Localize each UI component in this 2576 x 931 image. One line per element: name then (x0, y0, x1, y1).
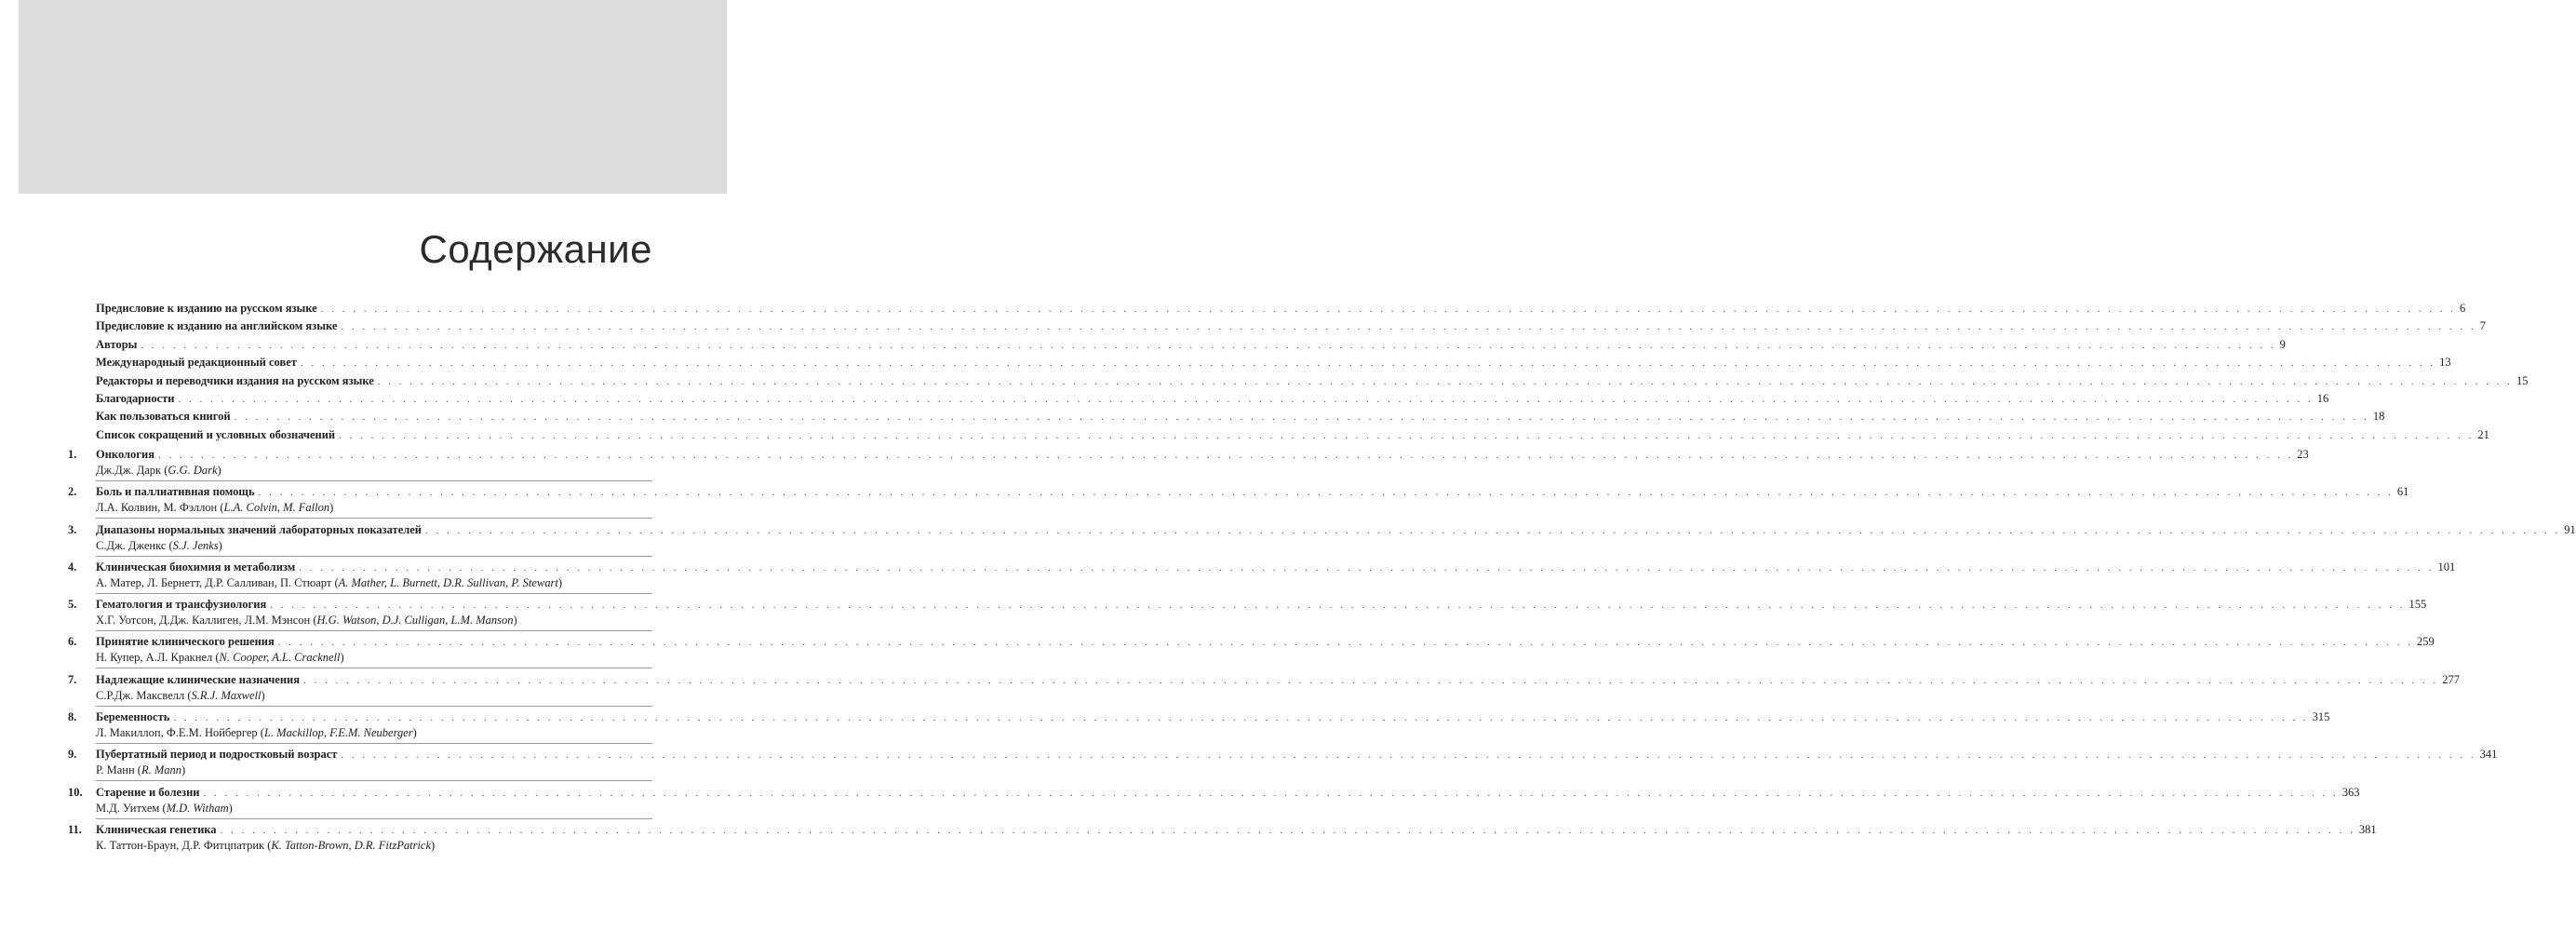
chapter-authors (96, 801, 652, 816)
authors-latin: A. Mather, L. Burnett, D.R. Sullivan, P. Stewart (338, 575, 558, 589)
toc-entry[interactable] (96, 301, 2466, 318)
chapter-entry[interactable] (68, 785, 2360, 822)
chapter-number: 6. (68, 635, 77, 649)
authors-close: ) (412, 726, 417, 740)
dot-leader: . . . . . . . . . . . . . . . . . . . . . . . . . . . . . . . . . . . . . . . . . . . . . . . . . . . . . . . . . . . . . . . . . . . . . . . . . . . . . . . . . . . . . . . . . . . . . . . . . . . . . . . . . . . . . . . . . . . . . . . . . . . . . . . . . . . . . . . . . . . . . . . . . . . . . . . . . . . . . . . . . . . . . . . . . . . . . . . . . . . . . . . . . . . . . . . . . . . . . . . . (141, 339, 2276, 351)
chapter-number: 3. (68, 522, 77, 536)
chapter-body (96, 484, 2409, 519)
chapter-page: 23 (2297, 448, 2309, 461)
authors-cyrillic: Р. Манн ( (96, 763, 141, 777)
toc-entry-page: 15 (2516, 373, 2529, 387)
toc-entry-page: 7 (2479, 319, 2486, 333)
authors-latin: L. Mackillop, F.E.M. Neuberger (263, 726, 413, 740)
chapter-title-line (96, 522, 2576, 538)
chapter-authors (96, 688, 652, 703)
chapter-authors (96, 613, 652, 627)
chapter-number: 1. (68, 448, 77, 461)
chapter-title-line (96, 672, 2460, 688)
chapter-number: 11. (68, 822, 82, 836)
front-matter-list (96, 301, 2529, 445)
authors-close: ) (431, 838, 436, 852)
chapter-page: 91 (2564, 522, 2576, 536)
authors-cyrillic: С.Дж. Дженкс ( (96, 538, 173, 552)
chapter-body (96, 522, 2576, 557)
authors-cyrillic: С.Р.Дж. Максвелл ( (96, 688, 192, 702)
chapter-body (96, 447, 2309, 481)
toc-entry[interactable] (96, 391, 2329, 409)
dot-leader: . . . . . . . . . . . . . . . . . . . . . . . . . . . . . . . . . . . . . . . . . . . . . . . . . . . . . . . . . . . . . . . . . . . . . . . . . . . . . . . . . . . . . . . . . . . . . . . . . . . . . . . . . . . . . . . . . . . . . . . . . . . . . . . . . . . . . . . . . . . . . . . . . . . . . . . . . . . . . . . . . . . . . . . . . . . . . . . . . . . . . . . . . . . . . . . . . . . . . . . . (303, 674, 2439, 686)
authors-latin: G.G. Dark (168, 464, 218, 477)
authors-cyrillic: Х.Г. Уотсон, Д.Дж. Каллиген, Л.М. Мэнсон ( (96, 614, 317, 627)
chapter-number: 7. (68, 672, 77, 686)
chapter-title-line (96, 597, 2427, 613)
chapter-entry[interactable] (68, 484, 2409, 521)
authors-latin: M.D. Witham (166, 801, 229, 815)
dot-leader: . . . . . . . . . . . . . . . . . . . . . . . . . . . . . . . . . . . . . . . . . . . . . . . . . . . . . . . . . . . . . . . . . . . . . . . . . . . . . . . . . . . . . . . . . . . . . . . . . . . . . . . . . . . . . . . . . . . . . . . . . . . . . . . . . . . . . . . . . . . . . . . . . . . . . . . . . . . . . . . . . . . . . . . . . . . . . . . . . . . . . . . . . . . . . . . . . . . . . . . . (220, 824, 2355, 836)
authors-latin: H.G. Watson, D.J. Culligan, L.M. Manson (316, 614, 514, 627)
authors-close: ) (181, 763, 186, 777)
toc-entry-page: 21 (2477, 427, 2489, 441)
authors-cyrillic: А. Матер, Л. Бернетт, Д.Р. Салливан, П. Стюарт ( (96, 575, 339, 589)
authors-cyrillic: Л.А. Колвин, М. Фэллон ( (96, 501, 224, 515)
toc-entry[interactable] (96, 409, 2385, 426)
dot-leader: . . . . . . . . . . . . . . . . . . . . . . . . . . . . . . . . . . . . . . . . . . . . . . . . . . . . . . . . . . . . . . . . . . . . . . . . . . . . . . . . . . . . . . . . . . . . . . . . . . . . . . . . . . . . . . . . . . . . . . . . . . . . . . . . . . . . . . . . . . . . . . . . . . . . . . . . . . . . . . . . . . . . . . . . . . . . . . . . . . . . . . . . . . . . . . . . . . . . . . . . (339, 429, 2475, 441)
authors-latin: S.R.J. Maxwell (191, 688, 262, 702)
chapter-title-line (96, 560, 2456, 575)
dot-leader: . . . . . . . . . . . . . . . . . . . . . . . . . . . . . . . . . . . . . . . . . . . . . . . . . . . . . . . . . . . . . . . . . . . . . . . . . . . . . . . . . . . . . . . . . . . . . . . . . . . . . . . . . . . . . . . . . . . . . . . . . . . . . . . . . . . . . . . . . . . . . . . . . . . . . . . . . . . . . . . . . . . . . . . . . . . . . . . . . . . . . . . . . . . . . . . . . . . . . . . . (341, 749, 2476, 762)
chapter-body (96, 560, 2456, 594)
toc-entry[interactable] (96, 355, 2451, 372)
chapter-number: 2. (68, 485, 77, 499)
chapter-body (96, 822, 2377, 853)
authors-latin: R. Mann (141, 763, 182, 777)
chapter-entry[interactable] (68, 447, 2309, 484)
chapter-divider (96, 556, 652, 557)
chapter-entry[interactable] (68, 597, 2427, 634)
dot-leader: . . . . . . . . . . . . . . . . . . . . . . . . . . . . . . . . . . . . . . . . . . . . . . . . . . . . . . . . . . . . . . . . . . . . . . . . . . . . . . . . . . . . . . . . . . . . . . . . . . . . . . . . . . . . . . . . . . . . . . . . . . . . . . . . . . . . . . . . . . . . . . . . . . . . . . . . . . . . . . . . . . . . . . . . . . . . . . . . . . . . . . . . . . . . . . . . . . . . . . . . (320, 304, 2456, 315)
toc-entry-page: 6 (2459, 302, 2466, 315)
chapter-entry[interactable] (68, 560, 2456, 597)
dot-leader: . . . . . . . . . . . . . . . . . . . . . . . . . . . . . . . . . . . . . . . . . . . . . . . . . . . . . . . . . . . . . . . . . . . . . . . . . . . . . . . . . . . . . . . . . . . . . . . . . . . . . . . . . . . . . . . . . . . . . . . . . . . . . . . . . . . . . . . . . . . . . . . . . . . . . . . . . . . . . . . . . . . . . . . . . . . . . . . . . . . . . . . . . . . . . . . . . . . . . . . . (300, 358, 2436, 370)
toc-entry-page: 13 (2439, 356, 2451, 370)
chapter-page: 381 (2358, 822, 2377, 836)
dot-leader: . . . . . . . . . . . . . . . . . . . . . . . . . . . . . . . . . . . . . . . . . . . . . . . . . . . . . . . . . . . . . . . . . . . . . . . . . . . . . . . . . . . . . . . . . . . . . . . . . . . . . . . . . . . . . . . . . . . . . . . . . . . . . . . . . . . . . . . . . . . . . . . . . . . . . . . . . . . . . . . . . . . . . . . . . . . . . . . . . . . . . . . . . . . . . . . . . . . . . . . . (178, 393, 2314, 405)
dot-leader: . . . . . . . . . . . . . . . . . . . . . . . . . . . . . . . . . . . . . . . . . . . . . . . . . . . . . . . . . . . . . . . . . . . . . . . . . . . . . . . . . . . . . . . . . . . . . . . . . . . . . . . . . . . . . . . . . . . . . . . . . . . . . . . . . . . . . . . . . . . . . . . . . . . . . . . . . . . . . . . . . . . . . . . . . . . . . . . . . . . . . . . . . . . . . . . . . . . . . . . . (299, 561, 2435, 573)
chapter-entry[interactable] (68, 522, 2576, 560)
chapter-list (68, 447, 2576, 859)
chapter-title: Беременность (96, 710, 170, 724)
authors-close: ) (557, 575, 563, 589)
chapter-entry[interactable] (68, 634, 2435, 671)
authors-cyrillic: М.Д. Уитхем ( (96, 801, 167, 815)
chapter-title-line (96, 634, 2435, 650)
chapter-divider (96, 518, 652, 519)
chapter-entry[interactable] (68, 747, 2498, 784)
toc-entry[interactable] (96, 373, 2529, 391)
dot-leader: . . . . . . . . . . . . . . . . . . . . . . . . . . . . . . . . . . . . . . . . . . . . . . . . . . . . . . . . . . . . . . . . . . . . . . . . . . . . . . . . . . . . . . . . . . . . . . . . . . . . . . . . . . . . . . . . . . . . . . . . . . . . . . . . . . . . . . . . . . . . . . . . . . . . . . . . . . . . . . . . . . . . . . . . . . . . . . . . . . . . . . . . . . . . . . . . . . . . . . . . (425, 524, 2561, 536)
header-band (19, 0, 727, 194)
chapter-page: 101 (2437, 560, 2456, 573)
chapter-entry[interactable] (68, 709, 2330, 747)
toc-entry-title: Предисловие к изданию на английском языке (96, 319, 338, 333)
chapter-divider (96, 630, 652, 631)
chapter-title: Клиническая генетика (96, 822, 217, 836)
chapter-body (96, 672, 2460, 707)
chapter-authors (96, 762, 652, 777)
chapter-body (96, 597, 2427, 631)
toc-entry-title: Как пользоваться книгой (96, 410, 231, 424)
authors-latin: S.J. Jenks (172, 538, 219, 552)
chapter-title: Старение и болезни (96, 785, 200, 799)
authors-close: ) (218, 538, 222, 552)
dot-leader: . . . . . . . . . . . . . . . . . . . . . . . . . . . . . . . . . . . . . . . . . . . . . . . . . . . . . . . . . . . . . . . . . . . . . . . . . . . . . . . . . . . . . . . . . . . . . . . . . . . . . . . . . . . . . . . . . . . . . . . . . . . . . . . . . . . . . . . . . . . . . . . . . . . . . . . . . . . . . . . . . . . . . . . . . . . . . . . . . . . . . . . . . . . . . . . . . . . . . . . . (234, 412, 2369, 424)
authors-close: ) (261, 688, 265, 702)
authors-cyrillic: Н. Купер, А.Л. Кракнел ( (96, 651, 220, 665)
chapter-title: Гематология и трансфузиология (96, 598, 267, 612)
chapter-title-line (96, 822, 2377, 838)
toc-entry[interactable] (96, 337, 2286, 355)
toc-entry-title: Авторы (96, 337, 138, 351)
chapter-title-line (96, 747, 2498, 762)
authors-close: ) (513, 614, 517, 627)
dot-leader: . . . . . . . . . . . . . . . . . . . . . . . . . . . . . . . . . . . . . . . . . . . . . . . . . . . . . . . . . . . . . . . . . . . . . . . . . . . . . . . . . . . . . . . . . . . . . . . . . . . . . . . . . . . . . . . . . . . . . . . . . . . . . . . . . . . . . . . . . . . . . . . . . . . . . . . . . . . . . . . . . . . . . . . . . . . . . . . . . . . . . . . . . . . . . . . . . . . . . . . . (157, 450, 2294, 461)
page-title: Содержание (419, 227, 652, 271)
authors-close: ) (217, 464, 221, 477)
chapter-body (96, 634, 2435, 668)
authors-cyrillic: К. Таттон-Браун, Д.Р. Фитцпатрик ( (96, 838, 272, 852)
authors-latin: L.A. Colvin, M. Fallon (223, 501, 330, 515)
chapter-page: 363 (2341, 785, 2360, 799)
toc-entry-title: Благодарности (96, 391, 175, 405)
chapter-divider (96, 780, 652, 781)
chapter-body (96, 785, 2360, 819)
dot-leader: . . . . . . . . . . . . . . . . . . . . . . . . . . . . . . . . . . . . . . . . . . . . . . . . . . . . . . . . . . . . . . . . . . . . . . . . . . . . . . . . . . . . . . . . . . . . . . . . . . . . . . . . . . . . . . . . . . . . . . . . . . . . . . . . . . . . . . . . . . . . . . . . . . . . . . . . . . . . . . . . . . . . . . . . . . . . . . . . . . . . . . . . . . . . . . . . . . . . . . . . (277, 637, 2414, 649)
chapter-page: 259 (2417, 635, 2435, 649)
chapter-title: Диапазоны нормальных значений лабораторных показателей (96, 522, 422, 536)
chapter-entry[interactable] (68, 822, 2377, 859)
chapter-authors (96, 575, 652, 590)
chapter-authors (96, 838, 652, 853)
chapter-title: Онкология (96, 448, 154, 461)
chapter-entry[interactable] (68, 672, 2460, 709)
chapter-page: 61 (2396, 485, 2409, 499)
authors-latin: K. Tatton-Brown, D.R. FitzPatrick (271, 838, 432, 852)
chapter-number: 5. (68, 598, 77, 612)
chapter-title: Пубертатный период и подростковый возраст (96, 748, 338, 762)
chapter-page: 277 (2442, 672, 2460, 686)
dot-leader: . . . . . . . . . . . . . . . . . . . . . . . . . . . . . . . . . . . . . . . . . . . . . . . . . . . . . . . . . . . . . . . . . . . . . . . . . . . . . . . . . . . . . . . . . . . . . . . . . . . . . . . . . . . . . . . . . . . . . . . . . . . . . . . . . . . . . . . . . . . . . . . . . . . . . . . . . . . . . . . . . . . . . . . . . . . . . . . . . . . . . . . . . . . . . . . . . . . . . . . . (270, 600, 2406, 612)
chapter-authors (96, 538, 652, 553)
authors-latin: N. Cooper, A.L. Cracknell (219, 651, 341, 665)
chapter-body (96, 747, 2498, 781)
chapter-title-line (96, 484, 2409, 500)
dot-leader: . . . . . . . . . . . . . . . . . . . . . . . . . . . . . . . . . . . . . . . . . . . . . . . . . . . . . . . . . . . . . . . . . . . . . . . . . . . . . . . . . . . . . . . . . . . . . . . . . . . . . . . . . . . . . . . . . . . . . . . . . . . . . . . . . . . . . . . . . . . . . . . . . . . . . . . . . . . . . . . . . . . . . . . . . . . . . . . . . . . . . . . . . . . . . . . . . . . . . . . . (258, 487, 2394, 499)
chapter-authors (96, 500, 652, 515)
toc-entry-page: 9 (2279, 337, 2286, 351)
toc-entry-title: Редакторы и переводчики издания на русском языке (96, 373, 374, 387)
chapter-page: 315 (2312, 710, 2330, 724)
chapter-title-line (96, 785, 2360, 801)
chapter-divider (96, 480, 652, 481)
authors-close: ) (329, 501, 334, 515)
authors-close: ) (340, 651, 344, 665)
chapter-number: 9. (68, 748, 77, 762)
dot-leader: . . . . . . . . . . . . . . . . . . . . . . . . . . . . . . . . . . . . . . . . . . . . . . . . . . . . . . . . . . . . . . . . . . . . . . . . . . . . . . . . . . . . . . . . . . . . . . . . . . . . . . . . . . . . . . . . . . . . . . . . . . . . . . . . . . . . . . . . . . . . . . . . . . . . . . . . . . . . . . . . . . . . . . . . . . . . . . . . . . . . . . . . . . . . . . . . . . . . . . . . (377, 375, 2514, 387)
chapter-authors (96, 650, 652, 665)
toc-entry-title: Международный редакционный совет (96, 356, 297, 370)
chapter-authors (96, 463, 652, 478)
chapter-page: 341 (2479, 748, 2498, 762)
toc-entry-page: 18 (2372, 410, 2385, 424)
chapter-title: Клиническая биохимия и метаболизм (96, 560, 296, 573)
chapter-divider (96, 593, 652, 594)
chapter-authors (96, 725, 652, 740)
chapter-divider (96, 818, 652, 819)
dot-leader: . . . . . . . . . . . . . . . . . . . . . . . . . . . . . . . . . . . . . . . . . . . . . . . . . . . . . . . . . . . . . . . . . . . . . . . . . . . . . . . . . . . . . . . . . . . . . . . . . . . . . . . . . . . . . . . . . . . . . . . . . . . . . . . . . . . . . . . . . . . . . . . . . . . . . . . . . . . . . . . . . . . . . . . . . . . . . . . . . . . . . . . . . . . . . . . . . . . . . . . . (173, 712, 2309, 724)
toc-entry-title: Список сокращений и условных обозначений (96, 427, 336, 441)
chapter-number: 10. (68, 785, 83, 799)
chapter-title: Надлежащие клинические назначения (96, 672, 300, 686)
chapter-title: Принятие клинического решения (96, 635, 275, 649)
toc-entry-page: 16 (2316, 391, 2329, 405)
authors-cyrillic: Дж.Дж. Дарк ( (96, 464, 168, 477)
toc-entry[interactable] (96, 318, 2486, 336)
toc-entry-title: Предисловие к изданию на русском языке (96, 302, 317, 315)
chapter-divider (96, 743, 652, 744)
toc-entry[interactable] (96, 427, 2489, 445)
chapter-page: 155 (2408, 598, 2427, 612)
dot-leader: . . . . . . . . . . . . . . . . . . . . . . . . . . . . . . . . . . . . . . . . . . . . . . . . . . . . . . . . . . . . . . . . . . . . . . . . . . . . . . . . . . . . . . . . . . . . . . . . . . . . . . . . . . . . . . . . . . . . . . . . . . . . . . . . . . . . . . . . . . . . . . . . . . . . . . . . . . . . . . . . . . . . . . . . . . . . . . . . . . . . . . . . . . . . . . . . . . . . . . . . (341, 321, 2476, 333)
chapter-title-line (96, 709, 2330, 725)
chapter-number: 4. (68, 560, 77, 573)
chapter-divider (96, 706, 652, 707)
authors-cyrillic: Л. Макиллоп, Ф.Е.М. Нойбергер ( (96, 726, 264, 740)
dot-leader: . . . . . . . . . . . . . . . . . . . . . . . . . . . . . . . . . . . . . . . . . . . . . . . . . . . . . . . . . . . . . . . . . . . . . . . . . . . . . . . . . . . . . . . . . . . . . . . . . . . . . . . . . . . . . . . . . . . . . . . . . . . . . . . . . . . . . . . . . . . . . . . . . . . . . . . . . . . . . . . . . . . . . . . . . . . . . . . . . . . . . . . . . . . . . . . . . . . . . . . . (203, 787, 2339, 799)
chapter-title-line (96, 447, 2309, 463)
chapter-title: Боль и паллиативная помощь (96, 485, 255, 499)
authors-close: ) (228, 801, 233, 815)
chapter-body (96, 709, 2330, 744)
chapter-number: 8. (68, 710, 77, 724)
